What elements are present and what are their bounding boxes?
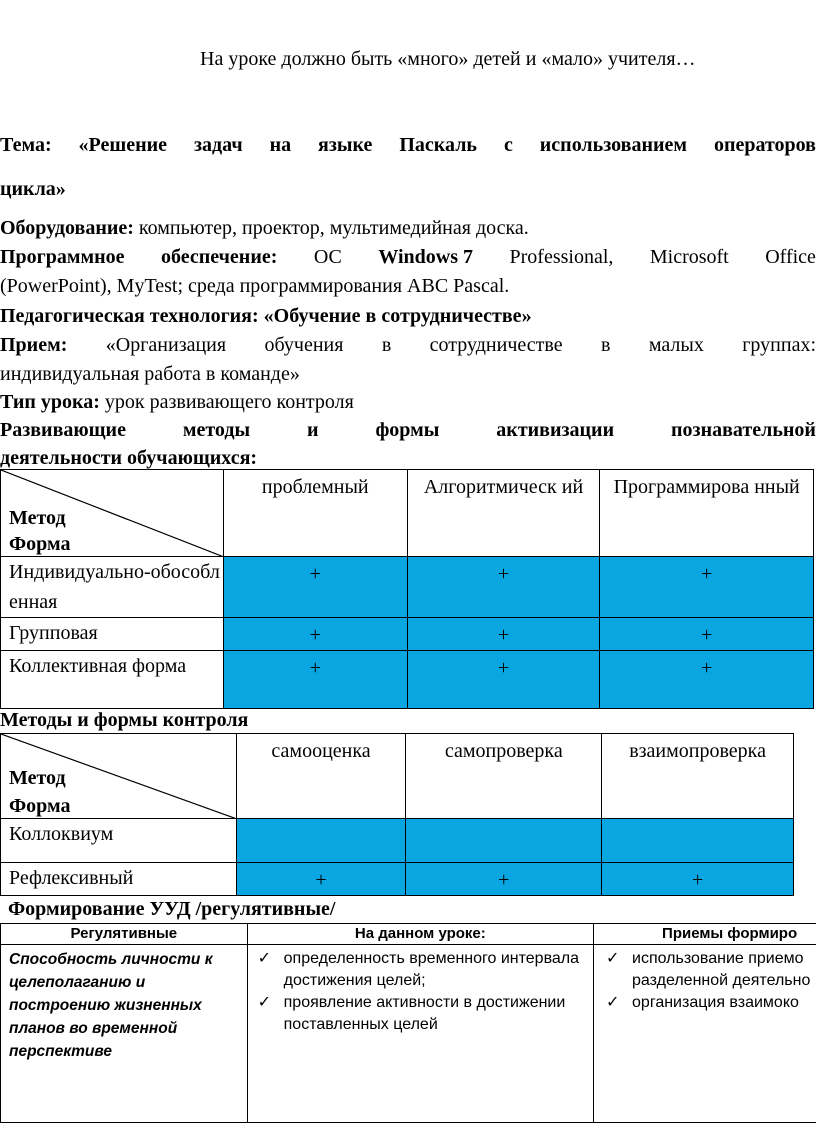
table-row (1, 819, 794, 863)
topic-word: на (269, 134, 292, 156)
list-item-text: использование приемо разделенной деятельно (632, 950, 811, 989)
heading-word: формы (375, 419, 440, 441)
software-word: Professional, (509, 246, 614, 268)
software-line-1 (0, 243, 816, 271)
table-cell: + (407, 618, 600, 651)
corner-method-label: Метод (9, 767, 66, 789)
lesson-type-text: урок развивающего контроля (99, 391, 354, 413)
table-cell: + (600, 618, 814, 651)
heading-word: методы (182, 419, 251, 441)
heading-word: познавательной (671, 419, 816, 441)
topic-word: Паскаль (399, 134, 477, 156)
topic-label: Тема: (0, 134, 52, 156)
row-label: Индивидуально-обособленная (1, 557, 224, 618)
list-item-text: организация взаимоко (632, 994, 799, 1011)
table-cell: + (223, 618, 407, 651)
software-word: Microsoft (649, 246, 729, 268)
technique-label: Прием: (0, 334, 68, 356)
methods-heading-line-2: деятельности обучающихся: (0, 447, 258, 469)
list-item (606, 948, 816, 992)
column-header: Приемы формиро (594, 924, 816, 945)
row-label: Коллоквиум (1, 819, 237, 863)
technique-word: сотрудничестве (429, 334, 563, 356)
methods-heading-line-1 (0, 416, 816, 444)
row-label: Коллективная форма (1, 651, 224, 709)
topic-word: языке (318, 134, 373, 156)
table-cell: + (223, 557, 407, 618)
heading-word: Развивающие (0, 419, 126, 441)
topic-word: использованием (539, 134, 687, 156)
diagonal-header-cell (1, 734, 237, 819)
software-label-word: Программное (0, 246, 125, 268)
table-cell: + (407, 651, 600, 709)
table-cell (406, 819, 602, 863)
technique-word: в (600, 334, 611, 356)
equipment-label: Оборудование: (0, 217, 134, 239)
pedagogical-technology: Педагогическая технология: «Обучение в сотрудничестве» (0, 305, 532, 327)
software-word: Office (765, 246, 816, 268)
column-header: Алгоритмическ ий (407, 470, 600, 557)
equipment-text: компьютер, проектор, мультимедийная доска. (133, 217, 529, 239)
epigraph: На уроке должно быть «много» детей и «мало» учителя… (200, 48, 696, 70)
corner-form-label: Форма (9, 795, 71, 817)
check-icon: ✓ (257, 994, 272, 1011)
topic-word: операторов (713, 134, 816, 156)
table-row (1, 618, 814, 651)
heading-word: и (307, 419, 319, 441)
list-item-text: определенность временного интервала достижения целей; (283, 950, 580, 989)
list-item (606, 992, 816, 1014)
row-label: Групповая (1, 618, 224, 651)
topic-line-2: цикла» (0, 178, 66, 200)
table-cell: + (407, 557, 600, 618)
table-row (1, 557, 814, 618)
check-icon: ✓ (606, 950, 620, 967)
corner-method-label: Метод (9, 507, 66, 529)
topic-word: с (503, 134, 513, 156)
equipment-line (0, 214, 529, 242)
column-header: взаимопроверка (602, 734, 794, 819)
regulative-description: Способность личности к целеполаганию и построению жизненных планов во временной перспективе (1, 945, 248, 1123)
table-row (1, 863, 794, 896)
table-cell: + (600, 557, 814, 618)
uud-table (0, 923, 816, 1123)
control-table-header-row (1, 734, 794, 819)
techniques-cell (594, 945, 816, 1123)
column-header: проблемный (223, 470, 407, 557)
technique-word: малых (648, 334, 704, 356)
table-cell: + (223, 651, 407, 709)
heading-word: активизации (496, 419, 615, 441)
control-table (0, 733, 794, 896)
list-item (258, 948, 585, 992)
column-header: самопроверка (406, 734, 602, 819)
table-row (1, 651, 814, 709)
software-word: Windows 7 (378, 246, 474, 268)
corner-form-label: Форма (9, 533, 71, 555)
column-header: Программирова нный (600, 470, 814, 557)
software-word: ОС (313, 246, 342, 268)
software-label-word: обеспечение: (161, 246, 278, 268)
technique-word: «Организация (105, 334, 227, 356)
column-header: самооценка (236, 734, 406, 819)
uud-heading: Формирование УУД /регулятивные/ (8, 898, 336, 920)
uud-row (1, 945, 816, 1123)
software-line-2: (PowerPoint), MyTest; среда программирования ABC Pascal. (0, 275, 510, 297)
diagonal-header-cell (1, 470, 224, 557)
table-cell (236, 819, 406, 863)
column-header: Регулятивные (1, 924, 248, 945)
technique-word: в (381, 334, 392, 356)
table-cell: + (406, 863, 602, 896)
check-icon: ✓ (257, 950, 272, 967)
methods-table-header-row (1, 470, 814, 557)
technique-line-2: индивидуальная работа в команде» (0, 363, 300, 385)
technique-line-1 (0, 331, 816, 359)
technique-word: группах: (742, 334, 816, 356)
this-lesson-cell (247, 945, 593, 1123)
table-cell: + (600, 651, 814, 709)
lesson-type-label: Тип урока: (0, 391, 100, 413)
methods-table (0, 469, 814, 709)
table-cell: + (602, 863, 794, 896)
row-label: Рефлексивный (1, 863, 237, 896)
lesson-type (0, 388, 354, 416)
list-item-text: проявление активности в достижении поставленных целей (283, 994, 566, 1033)
topic-word: «Решение (78, 134, 168, 156)
uud-header-row (1, 924, 816, 945)
table-cell (602, 819, 794, 863)
topic-word: задач (194, 134, 243, 156)
list-item (258, 992, 585, 1036)
control-heading: Методы и формы контроля (0, 709, 249, 731)
topic-line-1 (0, 131, 816, 159)
check-icon: ✓ (606, 994, 620, 1011)
technique-word: обучения (264, 334, 344, 356)
table-cell: + (236, 863, 406, 896)
column-header: На данном уроке: (247, 924, 593, 945)
